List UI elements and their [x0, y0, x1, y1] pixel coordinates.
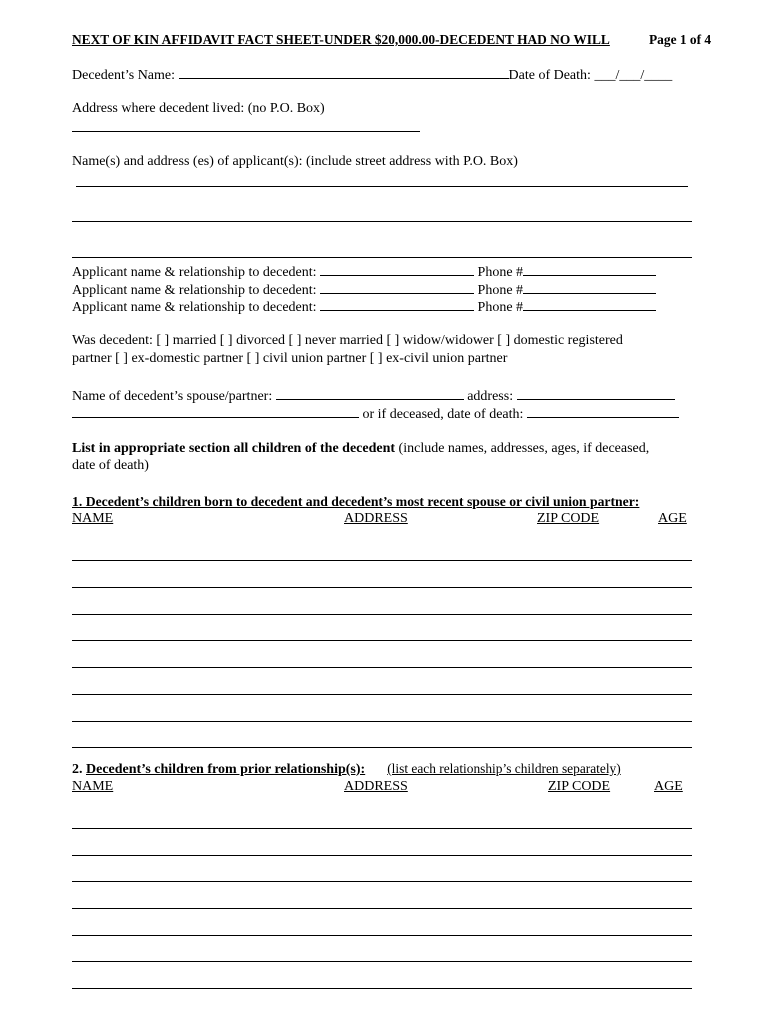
applicants-label: Name(s) and address (es) of applicant(s): (include street address with P.O. Box) [72, 154, 518, 169]
section-2-col-age: AGE [654, 779, 683, 794]
section-1-col-zip: ZIP CODE [537, 511, 600, 526]
section-2-row-line[interactable] [72, 855, 692, 856]
section-2-row-line[interactable] [72, 908, 692, 909]
children-intro-bold: List in appropriate section all children of the decedent [72, 441, 396, 456]
section-1-row-line[interactable] [72, 614, 692, 615]
section-1-row-line[interactable] [72, 587, 692, 588]
spouse-address-label: address: [467, 389, 514, 404]
relationship-field[interactable] [320, 263, 474, 276]
section-2-title: Decedent’s children from prior relationship(s): [86, 762, 366, 777]
spouse-row [72, 387, 675, 404]
section-1-row-line[interactable] [72, 667, 692, 668]
children-intro-line-2: date of death) [72, 458, 149, 473]
relationship-label: Applicant name & relationship to decedent: [72, 283, 317, 298]
applicant-relationship-row-3 [72, 298, 656, 315]
phone-field[interactable] [523, 263, 656, 276]
marital-status-line-1[interactable]: Was decedent: [ ] married [ ] divorced [ ] never married [ ] widow/widower [ ] domestic registered [72, 333, 623, 348]
document-title: NEXT OF KIN AFFIDAVIT FACT SHEET-UNDER $20,000.00-DECEDENT HAD NO WILL [72, 32, 610, 47]
section-2-title-row [72, 762, 621, 777]
section-1-col-age: AGE [658, 511, 687, 526]
decedent-name-label: Decedent’s Name: [72, 68, 176, 83]
section-2-col-address: ADDRESS [344, 779, 408, 794]
spouse-name-field[interactable] [276, 387, 464, 400]
decedent-name-row [72, 66, 672, 83]
relationship-field[interactable] [320, 298, 474, 311]
section-1-row-line[interactable] [72, 560, 692, 561]
decedent-name-field[interactable] [179, 66, 509, 79]
spouse-name-label: Name of decedent’s spouse/partner: [72, 389, 273, 404]
section-1-row-line[interactable] [72, 721, 692, 722]
children-intro-rest: (include names, addresses, ages, if deceased, [395, 441, 650, 456]
spouse-address-field[interactable] [517, 387, 675, 400]
spouse-address-continued-field[interactable] [72, 405, 359, 418]
spouse-date-of-death-field[interactable] [527, 405, 679, 418]
relationship-label: Applicant name & relationship to decedent: [72, 265, 317, 280]
section-2-row-line[interactable] [72, 961, 692, 962]
section-2-row-line[interactable] [72, 935, 692, 936]
phone-field[interactable] [523, 281, 656, 294]
phone-label: Phone # [477, 283, 524, 298]
page-number: Page 1 of 4 [649, 32, 712, 47]
section-2-row-line[interactable] [72, 988, 692, 989]
section-1-row-line[interactable] [72, 747, 692, 748]
relationship-label: Applicant name & relationship to decedent: [72, 300, 317, 315]
date-of-death-field[interactable]: ___/___/____ [594, 68, 673, 83]
section-1-col-name: NAME [72, 511, 114, 526]
section-1-title: 1. Decedent’s children born to decedent and decedent’s most recent spouse or civil union partner: [72, 494, 640, 509]
section-2-note: (list each relationship’s children separately) [387, 761, 621, 776]
section-2-row-line[interactable] [72, 881, 692, 882]
applicant-address-line-3[interactable] [72, 257, 692, 258]
applicant-relationship-row-2 [72, 281, 656, 298]
children-intro [72, 442, 649, 456]
phone-label: Phone # [477, 265, 524, 280]
section-2-col-zip: ZIP CODE [548, 779, 611, 794]
decedent-address-label: Address where decedent lived: (no P.O. Box) [72, 101, 325, 116]
section-1-col-address: ADDRESS [344, 511, 408, 526]
section-2-row-line[interactable] [72, 828, 692, 829]
section-2-col-name: NAME [72, 779, 114, 794]
decedent-address-field[interactable] [72, 131, 420, 132]
section-2-number: 2. [72, 762, 86, 777]
section-1-row-line[interactable] [72, 694, 692, 695]
phone-label: Phone # [477, 300, 524, 315]
applicant-address-line-2[interactable] [72, 221, 692, 222]
spouse-row-2 [72, 405, 679, 422]
relationship-field[interactable] [320, 281, 474, 294]
spouse-deceased-label: or if deceased, date of death: [362, 407, 524, 422]
phone-field[interactable] [523, 298, 656, 311]
applicant-relationship-row-1 [72, 263, 656, 280]
section-1-row-line[interactable] [72, 640, 692, 641]
date-of-death-label: Date of Death: [508, 68, 595, 83]
applicant-address-line-1[interactable] [76, 186, 688, 187]
marital-status-line-2[interactable]: partner [ ] ex-domestic partner [ ] civil union partner [ ] ex-civil union partner [72, 351, 508, 366]
